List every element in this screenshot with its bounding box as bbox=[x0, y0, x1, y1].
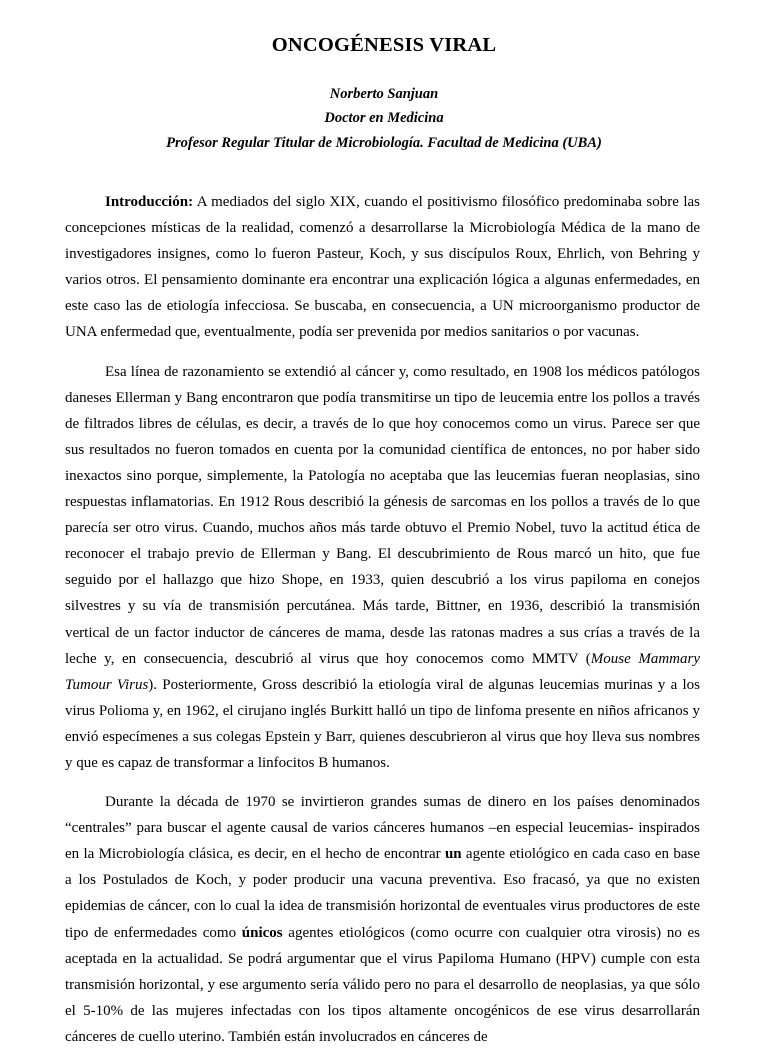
paragraph-text: A mediados del siglo XIX, cuando el positivismo filosófico predominaba sobre las concepciones místicas de la realidad, comenzó a desarrollarse la Microbiología Médica de la mano de investigadores insignes, como lo fueron Pasteur, Koch, y sus discípulos Roux, Ehrlich, von Behring y varios otros. El pensamiento dominante era encontrar una explicación lógica a algunas enfermedades, en este caso las de etiología infecciosa. Se buscaba, en consecuencia, a UN microorganismo productor de UNA enfermedad que, eventualmente, podía ser prevenida por medios sanitarios o por vacunas. bbox=[65, 194, 700, 341]
article-body bbox=[65, 189, 700, 1063]
intro-heading: Introducción: bbox=[105, 194, 194, 210]
paragraph-text: ). Posteriormente, Gross describió la etiología viral de algunas leucemias murinas y a los virus Polioma y, en 1962, el cirujano inglés Burkitt halló un tipo de linfoma presente en niños africanos y envió especímenes a sus colegas Epstein y Barr, quienes descubrieron al virus que hoy lleva sus nombres y que es capaz de transformar a linfocitos B humanos. bbox=[65, 676, 701, 771]
paragraph-text: agente etiológico en cada caso en base a los Postulados de Koch, y poder producir una vacuna preventiva. Eso fracasó, ya que no existen epidemias de cáncer, con lo cual la idea de transmisión horizontal de eventuales virus productores de este tipo de enfermedades como bbox=[65, 846, 700, 941]
paragraph-history bbox=[65, 359, 700, 777]
paragraph-text: agentes etiológicos (como ocurre con cualquier otra virosis) no es aceptada en la actualidad. Se podrá argumentar que el virus Papiloma Humano (HPV) cumple con esta transmisión horizontal, y ese argumento sería válido pero no para el desarrollo de neoplasias, ya que sólo el 5-10% de las mujeres infectadas con los tipos altamente oncogénicos de ese virus desarrollarán cánceres de cuello uterino. También están involucrados en cánceres de bbox=[65, 924, 701, 1045]
italic-term: Mouse Mammary Tumour Virus bbox=[65, 650, 700, 693]
bold-term: únicos bbox=[241, 924, 283, 941]
paragraph-1970s bbox=[65, 789, 700, 1050]
paragraph-text: Esa línea de razonamiento se extendió al cáncer y, como resultado, en 1908 los médicos patólogos daneses Ellerman y Bang encontraron que podía transmitirse un tipo de leucemia entre los pollos a través de filtrados libres de células, es decir, a través de lo que hoy conocemos como un virus. Parece ser que sus resultados no fueron tomados en cuenta por la comunidad científica de entonces, no por haber sido inexactos sino porque, simplemente, la Patología no aceptaba que las leucemias fueran neoplasias, sino respuestas inflamatorias. En 1912 Rous describió la génesis de sarcomas en los pollos a través de lo que parecía ser otro virus. Cuando, muchos años más tarde obtuvo el Premio Nobel, tuvo la actitud ética de reconocer el trabajo previo de Ellerman y Bang. El descubrimiento de Rous marcó un hito, que fue seguido por el hallazgo que hizo Shope, en 1933, quien descubrió a los virus papiloma en conejos silvestres y su vía de transmisión percutánea. Más tarde, Bittner, en 1936, describió la transmisión vertical de un factor inductor de cánceres de mama, desde las ratonas madres a sus crías a través de la leche y, en consecuencia, descubrió al virus que hoy conocemos como MMTV ( bbox=[65, 363, 700, 667]
page-title: ONCOGÉNESIS VIRAL bbox=[271, 34, 497, 56]
paragraph-introduccion bbox=[65, 189, 700, 346]
author-degree: Doctor en Medicina bbox=[324, 110, 444, 126]
author-name: Norberto Sanjuan bbox=[329, 86, 439, 102]
author-affiliation: Profesor Regular Titular de Microbiología. Facultad de Medicina (UBA) bbox=[166, 135, 602, 151]
paragraph-text: Durante la década de 1970 se invirtieron grandes sumas de dinero en los países denominados “centrales” para buscar el agente causal de varios cánceres humanos –en especial leucemias- inspirados en la Microbiología clásica, es decir, en el hecho de encontrar bbox=[65, 794, 700, 863]
bold-term: un bbox=[444, 846, 462, 863]
